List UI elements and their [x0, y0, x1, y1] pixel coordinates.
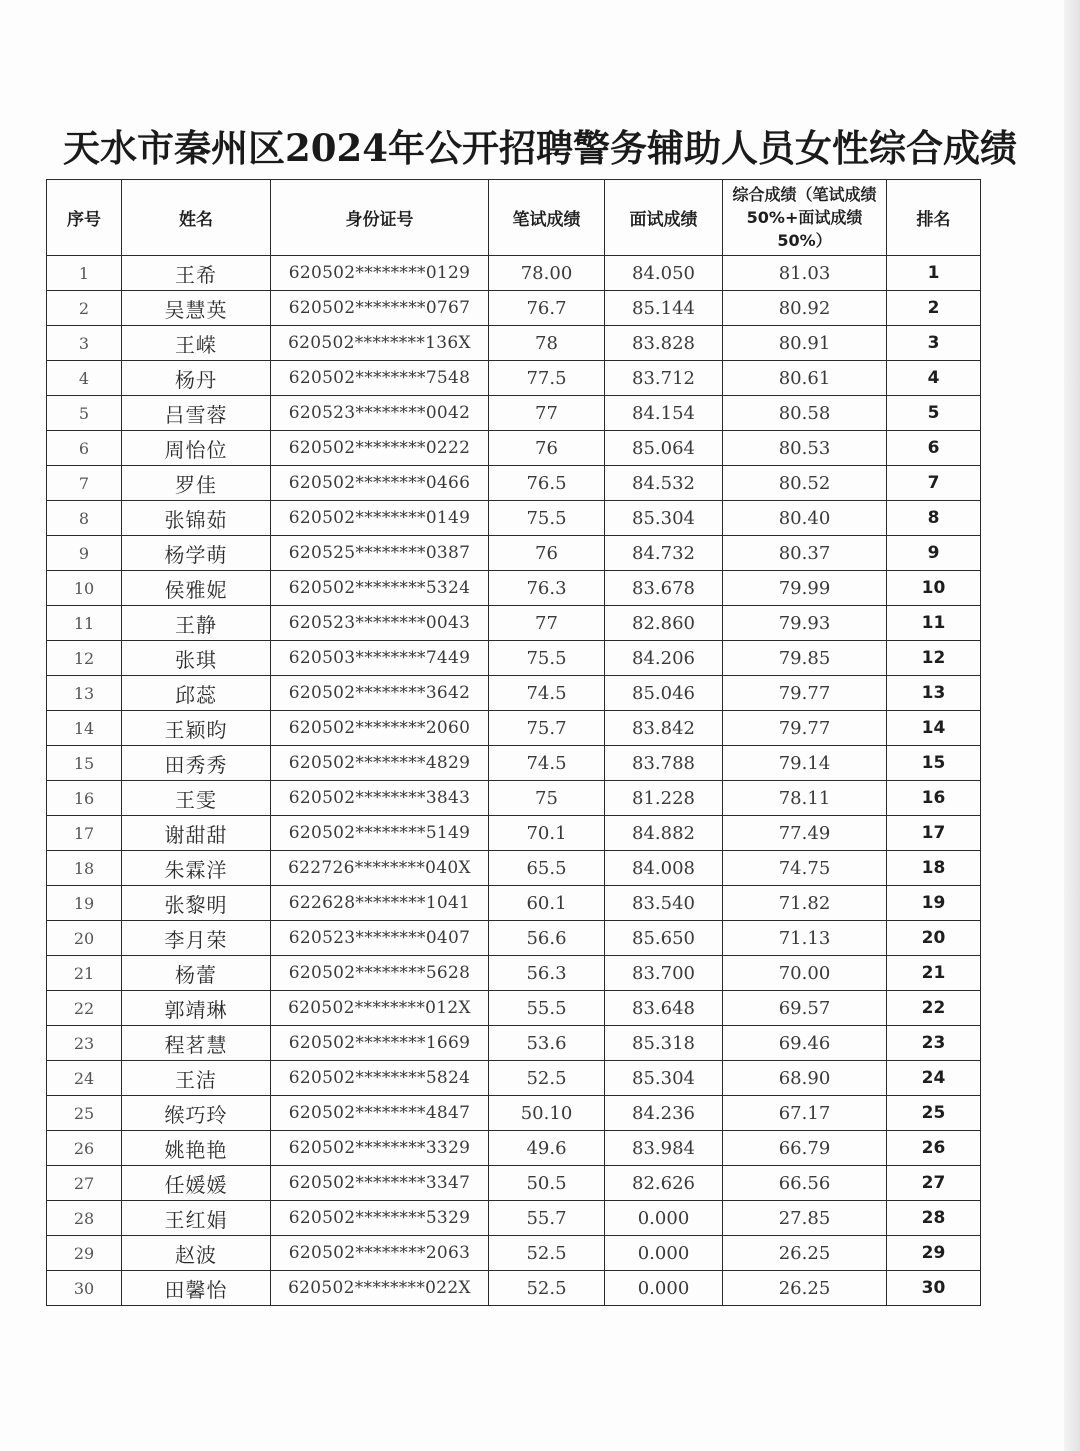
cell-rank: 2	[887, 291, 981, 326]
cell-name: 任媛媛	[122, 1166, 271, 1201]
cell-rank: 11	[887, 606, 981, 641]
cell-total-score: 66.56	[723, 1166, 887, 1201]
cell-seq: 23	[47, 1026, 122, 1061]
cell-rank: 29	[887, 1236, 981, 1271]
cell-id-number: 620503********7449	[271, 641, 489, 676]
cell-rank: 5	[887, 396, 981, 431]
cell-name: 王洁	[122, 1061, 271, 1096]
cell-id-number: 620502********2063	[271, 1236, 489, 1271]
cell-name: 侯雅妮	[122, 571, 271, 606]
cell-name: 罗佳	[122, 466, 271, 501]
cell-written-score: 76	[489, 536, 605, 571]
cell-written-score: 77	[489, 396, 605, 431]
cell-rank: 23	[887, 1026, 981, 1061]
cell-id-number: 620502********5329	[271, 1201, 489, 1236]
cell-id-number: 620502********5824	[271, 1061, 489, 1096]
cell-interview-score: 83.712	[605, 361, 723, 396]
cell-written-score: 55.7	[489, 1201, 605, 1236]
cell-seq: 1	[47, 256, 122, 291]
cell-id-number: 620502********5324	[271, 571, 489, 606]
cell-id-number: 620502********3843	[271, 781, 489, 816]
cell-rank: 16	[887, 781, 981, 816]
cell-name: 郭靖琳	[122, 991, 271, 1026]
cell-seq: 10	[47, 571, 122, 606]
cell-rank: 30	[887, 1271, 981, 1306]
cell-total-score: 79.77	[723, 676, 887, 711]
table-row	[47, 1166, 981, 1201]
cell-rank: 28	[887, 1201, 981, 1236]
cell-name: 朱霖洋	[122, 851, 271, 886]
cell-id-number: 620502********5628	[271, 956, 489, 991]
cell-interview-score: 81.228	[605, 781, 723, 816]
cell-total-score: 71.13	[723, 921, 887, 956]
table-row	[47, 1026, 981, 1061]
cell-rank: 21	[887, 956, 981, 991]
table-row	[47, 571, 981, 606]
cell-interview-score: 84.532	[605, 466, 723, 501]
cell-written-score: 70.1	[489, 816, 605, 851]
cell-interview-score: 84.154	[605, 396, 723, 431]
cell-seq: 25	[47, 1096, 122, 1131]
cell-total-score: 79.93	[723, 606, 887, 641]
cell-written-score: 74.5	[489, 676, 605, 711]
cell-name: 杨学萌	[122, 536, 271, 571]
table-row	[47, 431, 981, 466]
table-row	[47, 396, 981, 431]
cell-total-score: 80.91	[723, 326, 887, 361]
cell-name: 张琪	[122, 641, 271, 676]
table-row	[47, 466, 981, 501]
cell-id-number: 620502********0129	[271, 256, 489, 291]
cell-seq: 21	[47, 956, 122, 991]
cell-total-score: 69.57	[723, 991, 887, 1026]
cell-written-score: 74.5	[489, 746, 605, 781]
cell-rank: 10	[887, 571, 981, 606]
cell-id-number: 620523********0042	[271, 396, 489, 431]
cell-rank: 15	[887, 746, 981, 781]
cell-written-score: 55.5	[489, 991, 605, 1026]
cell-name: 谢甜甜	[122, 816, 271, 851]
cell-name: 杨蕾	[122, 956, 271, 991]
cell-seq: 16	[47, 781, 122, 816]
cell-rank: 4	[887, 361, 981, 396]
cell-rank: 7	[887, 466, 981, 501]
cell-seq: 12	[47, 641, 122, 676]
cell-id-number: 620502********012X	[271, 991, 489, 1026]
cell-rank: 14	[887, 711, 981, 746]
cell-seq: 11	[47, 606, 122, 641]
cell-id-number: 620523********0043	[271, 606, 489, 641]
cell-seq: 20	[47, 921, 122, 956]
table-row	[47, 1201, 981, 1236]
cell-interview-score: 85.304	[605, 1061, 723, 1096]
cell-rank: 17	[887, 816, 981, 851]
header-rank: 排名	[887, 180, 981, 256]
cell-interview-score: 83.842	[605, 711, 723, 746]
cell-interview-score: 84.206	[605, 641, 723, 676]
cell-rank: 22	[887, 991, 981, 1026]
table-row	[47, 606, 981, 641]
cell-written-score: 50.10	[489, 1096, 605, 1131]
cell-written-score: 76.5	[489, 466, 605, 501]
header-total-score: 综合成绩（笔试成绩50%+面试成绩50%）	[723, 180, 887, 256]
cell-rank: 20	[887, 921, 981, 956]
cell-written-score: 77.5	[489, 361, 605, 396]
cell-id-number: 620502********4847	[271, 1096, 489, 1131]
cell-total-score: 80.37	[723, 536, 887, 571]
cell-total-score: 80.40	[723, 501, 887, 536]
cell-written-score: 77	[489, 606, 605, 641]
cell-interview-score: 83.700	[605, 956, 723, 991]
cell-rank: 3	[887, 326, 981, 361]
cell-total-score: 69.46	[723, 1026, 887, 1061]
table-row	[47, 501, 981, 536]
cell-total-score: 80.58	[723, 396, 887, 431]
cell-total-score: 26.25	[723, 1236, 887, 1271]
cell-name: 王颖昀	[122, 711, 271, 746]
cell-name: 吴慧英	[122, 291, 271, 326]
scores-table	[46, 179, 981, 1306]
cell-seq: 18	[47, 851, 122, 886]
header-written-score: 笔试成绩	[489, 180, 605, 256]
cell-id-number: 620502********136X	[271, 326, 489, 361]
table-body	[47, 256, 981, 1306]
cell-seq: 9	[47, 536, 122, 571]
cell-name: 田馨怡	[122, 1271, 271, 1306]
cell-rank: 1	[887, 256, 981, 291]
table-row	[47, 991, 981, 1026]
cell-interview-score: 85.650	[605, 921, 723, 956]
cell-total-score: 68.90	[723, 1061, 887, 1096]
cell-interview-score: 83.828	[605, 326, 723, 361]
cell-interview-score: 84.008	[605, 851, 723, 886]
cell-seq: 2	[47, 291, 122, 326]
cell-name: 李月荣	[122, 921, 271, 956]
cell-name: 王希	[122, 256, 271, 291]
table-row	[47, 256, 981, 291]
cell-interview-score: 82.626	[605, 1166, 723, 1201]
header-id-number: 身份证号	[271, 180, 489, 256]
cell-written-score: 76	[489, 431, 605, 466]
cell-name: 吕雪蓉	[122, 396, 271, 431]
cell-interview-score: 85.304	[605, 501, 723, 536]
cell-total-score: 77.49	[723, 816, 887, 851]
cell-written-score: 75.7	[489, 711, 605, 746]
cell-seq: 5	[47, 396, 122, 431]
cell-interview-score: 84.732	[605, 536, 723, 571]
cell-seq: 28	[47, 1201, 122, 1236]
cell-total-score: 80.61	[723, 361, 887, 396]
table-row	[47, 956, 981, 991]
cell-name: 杨丹	[122, 361, 271, 396]
cell-interview-score: 83.540	[605, 886, 723, 921]
cell-id-number: 620502********0222	[271, 431, 489, 466]
cell-seq: 27	[47, 1166, 122, 1201]
table-row	[47, 816, 981, 851]
table-row	[47, 1271, 981, 1306]
cell-id-number: 620502********1669	[271, 1026, 489, 1061]
cell-total-score: 81.03	[723, 256, 887, 291]
table-row	[47, 361, 981, 396]
cell-interview-score: 0.000	[605, 1236, 723, 1271]
cell-rank: 9	[887, 536, 981, 571]
table-row	[47, 1096, 981, 1131]
cell-total-score: 26.25	[723, 1271, 887, 1306]
document-title: 天水市秦州区2024年公开招聘警务辅助人员女性综合成绩	[63, 126, 1017, 170]
cell-interview-score: 84.882	[605, 816, 723, 851]
cell-id-number: 620502********0466	[271, 466, 489, 501]
cell-id-number: 620525********0387	[271, 536, 489, 571]
cell-rank: 27	[887, 1166, 981, 1201]
cell-total-score: 27.85	[723, 1201, 887, 1236]
cell-written-score: 52.5	[489, 1236, 605, 1271]
cell-id-number: 622726********040X	[271, 851, 489, 886]
cell-id-number: 620502********0149	[271, 501, 489, 536]
table-row	[47, 746, 981, 781]
cell-id-number: 620502********3329	[271, 1131, 489, 1166]
cell-name: 王静	[122, 606, 271, 641]
cell-written-score: 52.5	[489, 1271, 605, 1306]
cell-seq: 8	[47, 501, 122, 536]
table-row	[47, 851, 981, 886]
cell-written-score: 78	[489, 326, 605, 361]
cell-seq: 19	[47, 886, 122, 921]
cell-written-score: 75.5	[489, 641, 605, 676]
page-edge-shadow	[1064, 0, 1080, 1451]
cell-total-score: 80.53	[723, 431, 887, 466]
table-row	[47, 1236, 981, 1271]
cell-seq: 26	[47, 1131, 122, 1166]
cell-interview-score: 0.000	[605, 1271, 723, 1306]
cell-name: 程茗慧	[122, 1026, 271, 1061]
cell-seq: 30	[47, 1271, 122, 1306]
cell-id-number: 622628********1041	[271, 886, 489, 921]
cell-total-score: 66.79	[723, 1131, 887, 1166]
cell-name: 田秀秀	[122, 746, 271, 781]
cell-interview-score: 85.064	[605, 431, 723, 466]
cell-id-number: 620502********0767	[271, 291, 489, 326]
cell-seq: 29	[47, 1236, 122, 1271]
cell-name: 邱蕊	[122, 676, 271, 711]
cell-name: 周怡位	[122, 431, 271, 466]
table-row	[47, 1131, 981, 1166]
cell-id-number: 620523********0407	[271, 921, 489, 956]
table-row	[47, 326, 981, 361]
cell-seq: 14	[47, 711, 122, 746]
cell-id-number: 620502********5149	[271, 816, 489, 851]
cell-interview-score: 82.860	[605, 606, 723, 641]
header-name: 姓名	[122, 180, 271, 256]
cell-seq: 15	[47, 746, 122, 781]
cell-rank: 25	[887, 1096, 981, 1131]
cell-total-score: 79.99	[723, 571, 887, 606]
cell-written-score: 60.1	[489, 886, 605, 921]
cell-seq: 13	[47, 676, 122, 711]
cell-total-score: 79.14	[723, 746, 887, 781]
cell-written-score: 50.5	[489, 1166, 605, 1201]
table-row	[47, 536, 981, 571]
cell-total-score: 79.77	[723, 711, 887, 746]
cell-seq: 3	[47, 326, 122, 361]
cell-id-number: 620502********022X	[271, 1271, 489, 1306]
cell-name: 张锦茹	[122, 501, 271, 536]
cell-name: 王雯	[122, 781, 271, 816]
cell-interview-score: 84.236	[605, 1096, 723, 1131]
table-row	[47, 641, 981, 676]
cell-written-score: 52.5	[489, 1061, 605, 1096]
cell-interview-score: 0.000	[605, 1201, 723, 1236]
cell-seq: 6	[47, 431, 122, 466]
cell-total-score: 78.11	[723, 781, 887, 816]
cell-rank: 19	[887, 886, 981, 921]
cell-interview-score: 83.788	[605, 746, 723, 781]
table-row	[47, 1061, 981, 1096]
cell-rank: 18	[887, 851, 981, 886]
cell-total-score: 70.00	[723, 956, 887, 991]
cell-interview-score: 85.144	[605, 291, 723, 326]
table-row	[47, 781, 981, 816]
cell-written-score: 56.3	[489, 956, 605, 991]
table-row	[47, 921, 981, 956]
table-row	[47, 886, 981, 921]
cell-id-number: 620502********3347	[271, 1166, 489, 1201]
cell-interview-score: 84.050	[605, 256, 723, 291]
cell-id-number: 620502********2060	[271, 711, 489, 746]
cell-id-number: 620502********7548	[271, 361, 489, 396]
cell-rank: 8	[887, 501, 981, 536]
cell-total-score: 80.52	[723, 466, 887, 501]
cell-interview-score: 83.648	[605, 991, 723, 1026]
table-row	[47, 711, 981, 746]
cell-seq: 22	[47, 991, 122, 1026]
cell-total-score: 74.75	[723, 851, 887, 886]
table-header	[47, 180, 981, 256]
cell-seq: 7	[47, 466, 122, 501]
cell-id-number: 620502********4829	[271, 746, 489, 781]
cell-seq: 4	[47, 361, 122, 396]
cell-id-number: 620502********3642	[271, 676, 489, 711]
cell-total-score: 80.92	[723, 291, 887, 326]
cell-interview-score: 85.318	[605, 1026, 723, 1061]
cell-total-score: 71.82	[723, 886, 887, 921]
cell-name: 赵波	[122, 1236, 271, 1271]
header-interview-score: 面试成绩	[605, 180, 723, 256]
table-row	[47, 676, 981, 711]
cell-name: 王红娟	[122, 1201, 271, 1236]
table-row	[47, 291, 981, 326]
cell-rank: 6	[887, 431, 981, 466]
cell-interview-score: 83.984	[605, 1131, 723, 1166]
header-row	[47, 180, 981, 256]
cell-name: 姚艳艳	[122, 1131, 271, 1166]
cell-seq: 24	[47, 1061, 122, 1096]
cell-written-score: 78.00	[489, 256, 605, 291]
cell-total-score: 79.85	[723, 641, 887, 676]
cell-written-score: 49.6	[489, 1131, 605, 1166]
cell-name: 王嵘	[122, 326, 271, 361]
cell-written-score: 56.6	[489, 921, 605, 956]
header-seq: 序号	[47, 180, 122, 256]
cell-interview-score: 85.046	[605, 676, 723, 711]
cell-written-score: 65.5	[489, 851, 605, 886]
cell-written-score: 53.6	[489, 1026, 605, 1061]
cell-written-score: 76.3	[489, 571, 605, 606]
cell-rank: 26	[887, 1131, 981, 1166]
cell-rank: 13	[887, 676, 981, 711]
cell-written-score: 76.7	[489, 291, 605, 326]
cell-rank: 24	[887, 1061, 981, 1096]
cell-written-score: 75	[489, 781, 605, 816]
cell-total-score: 67.17	[723, 1096, 887, 1131]
cell-seq: 17	[47, 816, 122, 851]
cell-name: 缑巧玲	[122, 1096, 271, 1131]
cell-rank: 12	[887, 641, 981, 676]
cell-interview-score: 83.678	[605, 571, 723, 606]
cell-written-score: 75.5	[489, 501, 605, 536]
cell-name: 张黎明	[122, 886, 271, 921]
